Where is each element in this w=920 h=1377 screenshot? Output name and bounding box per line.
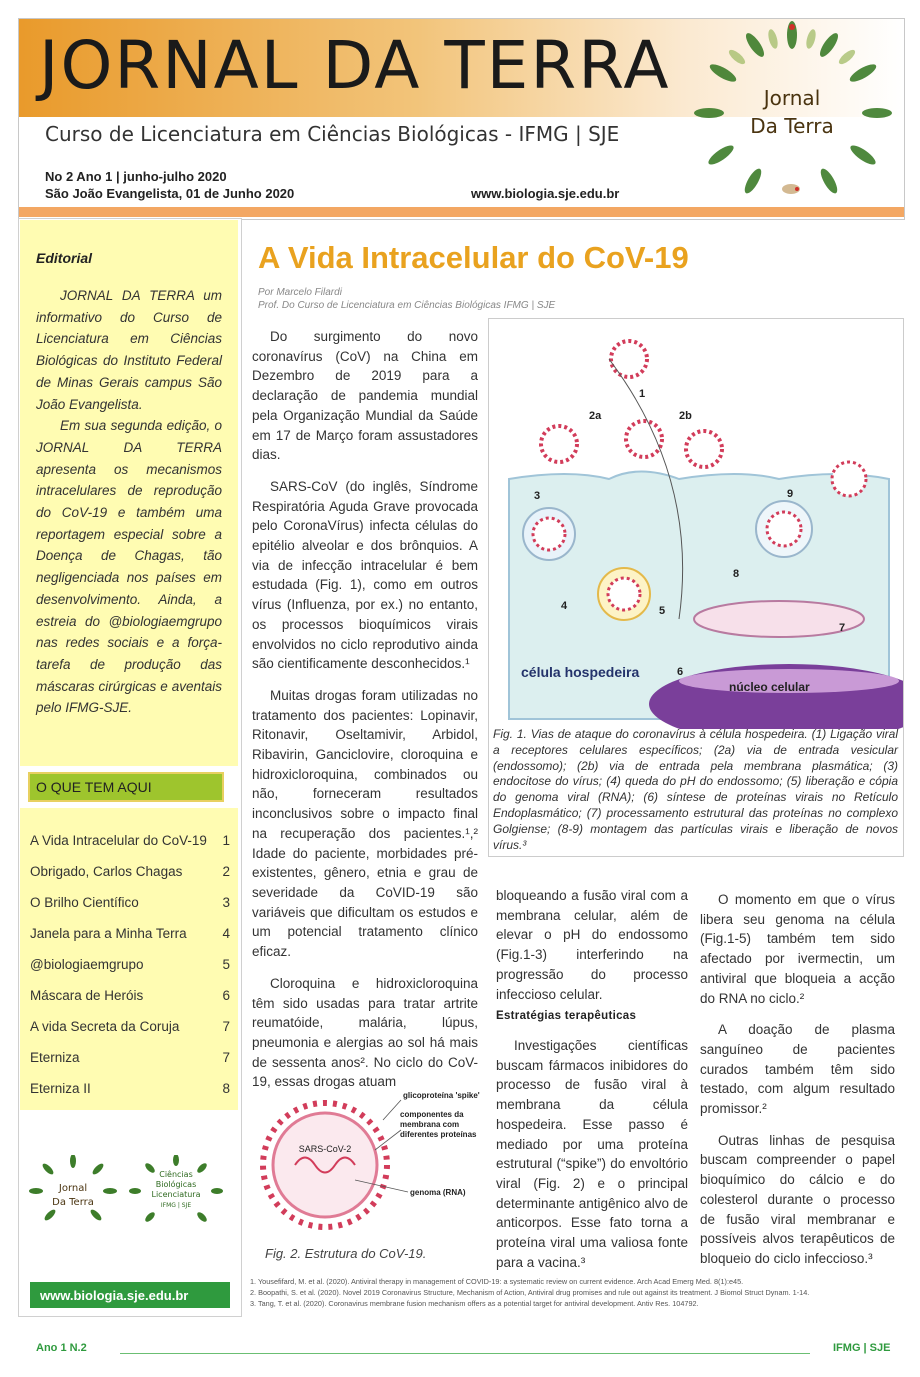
toc-item-page: 7	[222, 1050, 230, 1065]
header-divider-bar	[19, 207, 904, 217]
article-paragraph: Investigações científicas buscam fármacos inibidores do processo de fusão viral à membrana da célula hospedeira. Esse passo é mediado por uma proteína estrutural (“spike”) do envoltório viral (Fig. 2) e o principal determinante antigênico alvo de anticorpos. Esse fato torna a proteína viral uma valiosa fonte para a vacina.³	[496, 1038, 688, 1270]
toc-item-label: O Brilho Científico	[30, 895, 139, 910]
article-byline	[258, 286, 555, 312]
logo2-line3: Licenciatura	[151, 1190, 201, 1199]
article-column-2-intro	[496, 886, 688, 1016]
fig1-nucleus-label: núcleo celular	[729, 680, 810, 694]
toc-item-label: Eterniza II	[30, 1081, 91, 1096]
article-column-1	[252, 327, 478, 1104]
fig2-genome-label: genoma (RNA)	[410, 1188, 466, 1197]
article-column-3	[700, 890, 895, 1281]
toc-item-label: Janela para a Minha Terra	[30, 926, 187, 941]
article-paragraph: A doação de plasma sanguíneo de pacientes curados também têm sido testado, com algum resultado promissor.²	[700, 1022, 895, 1117]
toc-item[interactable]	[30, 1050, 230, 1065]
fig2-spike-label: glicoproteína 'spike'	[403, 1091, 480, 1100]
article-paragraph: Do surgimento do novo coronavírus (CoV) na China em Dezembro de 2019 para a declaração de pandemia mundial pela Organização Mundial da Saúde em 17 de Março foram assustadores dias.	[252, 329, 478, 463]
fig1-step-label: 4	[561, 600, 568, 612]
reference-item: 3. Tang, T. et al. (2020). Coronavirus membrane fusion mechanism offers as a potential target for antiviral development. Antiv Res. 104792.	[250, 1299, 699, 1308]
article-paragraph: SARS-CoV (do inglês, Síndrome Respiratória Aguda Grave provocada pelo CoronaVírus) infecta células do epitélio alveolar e dos brônquios. A via de infecção intracelular é bem estudada (Fig. 1), como em outros vírus (Influenza, por ex.) no entanto, os processos bioquímicos virais envolvidos no ciclo reprodutivo ainda são cientificamente desconhecidos.¹	[252, 478, 478, 672]
toc-item-label: @biologiaemgrupo	[30, 957, 144, 972]
fig1-step-label: 8	[733, 568, 740, 580]
reference-item: 1. Yousefifard, M. et al. (2020). Antiviral therapy in management of COVID-19: a systematic review on current evidence. Arch Acad Emerg Med. 8(1):e45.	[250, 1277, 744, 1286]
newspaper-subtitle: Curso de Licenciatura em Ciências Biológicas - IFMG | SJE	[45, 122, 620, 146]
toc-item[interactable]	[30, 957, 230, 972]
fig1-step-label: 2b	[679, 410, 692, 422]
fig1-step-label: 3	[534, 490, 541, 502]
toc-item[interactable]	[30, 926, 230, 941]
fig2-membrane-label: componentes da membrana com diferentes proteínas	[400, 1110, 477, 1139]
reference-item: 2. Boopathi, S. et al. (2020). Novel 2019 Coronavirus Structure, Mechanism of Action, Antiviral drug promises and rule out against its treatment. J Biomol Struct Dynam. 1-14.	[250, 1288, 810, 1297]
editorial-title: Editorial	[36, 250, 93, 266]
sidebar-website-link[interactable]: www.biologia.sje.edu.br	[30, 1282, 230, 1308]
editorial-paragraph: Em sua segunda edição, o JORNAL DA TERRA apresenta os mecanismos intracelulares de reprodução do CoV-19 e também uma reportagem especial sobre a Doença de Chagas, tão negligenciada nos países em desenvolvimento. Ainda, a estreia do @biologiaemgrupo nas redes sociais e a força-tarefa de produção das máscaras cirúrgicas e aventais pelo IFMG-SJE.	[36, 418, 222, 716]
fig1-step-label: 2a	[589, 410, 602, 422]
toc-item[interactable]	[30, 1081, 230, 1096]
logo-text-line1: Jornal	[763, 86, 821, 110]
article-paragraph: Muitas drogas foram utilizadas no tratamento dos pacientes: Lopinavir, Ritonavir, Oseltamivir, Arbidol, Ribavirin, Ganciclovire, cloroquina e hidroxicloroquina, combinados ou não, forneceram resultados inconclusivos sobre o impacto final na recuperação dos pacientes.¹,² Idade do paciente, morbidades pré-existentes, gênero, etnia e grau de severidade da CoVID-19 são variáveis que dificultam os estudos e um potencial tratamento clínico eficaz.	[252, 687, 478, 960]
toc-item-label: A Vida Intracelular do CoV-19	[30, 833, 207, 848]
masthead	[18, 18, 905, 220]
section-heading: Estratégias terapêuticas	[496, 1010, 637, 1022]
toc-item[interactable]	[30, 864, 230, 879]
toc-item-page: 5	[222, 957, 230, 972]
small-logo-text-line1: Jornal	[58, 1183, 88, 1194]
toc-item[interactable]	[30, 1019, 230, 1034]
toc-item-label: Eterniza	[30, 1050, 80, 1065]
toc-item-page: 3	[222, 895, 230, 910]
toc-item-label: Máscara de Heróis	[30, 988, 144, 1003]
toc-item[interactable]	[30, 988, 230, 1003]
logo2-line1: Ciências	[159, 1170, 193, 1179]
small-logo-text-line2: Da Terra	[52, 1197, 94, 1208]
virus-cycle-illustration	[489, 319, 903, 729]
editorial-text	[36, 285, 222, 719]
toc-item-page: 8	[222, 1081, 230, 1096]
jornal-da-terra-small-logo	[28, 1155, 118, 1225]
article-paragraph: Cloroquina e hidroxicloroquina têm sido usadas para tratar artrite reumatóide, malária, lúpus, pneumonia e alergias ao sol há mais de sessenta anos². No ciclo do CoV-19, essas drogas atuam	[252, 975, 478, 1090]
figure-2-caption: Fig. 2. Estrutura do CoV-19.	[265, 1246, 427, 1261]
toc-item-label: Obrigado, Carlos Chagas	[30, 864, 183, 879]
article-paragraph: Outras linhas de pesquisa buscam compreender o papel bioquímico do cálcio e do colesterol durante o processo de fusão viral membranar e possíveis alvos terapêuticos de bloqueio do ciclo infeccioso.³	[700, 1132, 895, 1266]
fig2-membrane-label-wrap	[400, 1110, 487, 1160]
newspaper-title: JORNAL DA TERRA	[39, 27, 671, 104]
toc-item[interactable]	[30, 895, 230, 910]
footer-rule	[120, 1353, 810, 1354]
article-paragraph: bloqueando a fusão viral com a membrana celular, além de elevar o pH do endossomo (Fig.1-3) interferindo na progressão do processo infeccioso celular.	[496, 888, 688, 1002]
ciencias-biologicas-logo	[128, 1155, 224, 1225]
figure-2-virus-structure	[255, 1080, 487, 1240]
fig1-step-label: 9	[787, 488, 794, 500]
toc-item[interactable]	[30, 833, 230, 848]
fig1-step-label: 1	[639, 388, 646, 400]
article-headline: A Vida Intracelular do CoV-19	[258, 240, 689, 275]
figure-1-caption: Fig. 1. Vias de ataque do coronavírus à célula hospedeira. (1) Ligação viral a receptores celulares específicos; (2a) via de entrada vesicular (endossomo); (2b) via de entrada pela membrana plasmática; (3) endocitose do vírus; (4) queda do pH do endossomo; (5) liberação e cópia do genoma viral (RNA); (6) síntese de proteínas virais no Retículo Endoplasmático; (7) processamento estrutural das proteínas no complexo Golgiense; (8-9) montagem das partículas virais e liberação de novos vírus.³	[493, 727, 898, 852]
article-author: Por Marcelo Filardi	[258, 287, 342, 298]
footer-issue: Ano 1 N.2	[36, 1342, 87, 1354]
logo2-line2: Biológicas	[155, 1180, 197, 1189]
references	[250, 1276, 900, 1309]
toc-item-page: 1	[222, 833, 230, 848]
editorial-paragraph: JORNAL DA TERRA um informativo do Curso de Licenciatura em Ciências Biológicas do Instituto Federal de Minas Gerais campus São João Evangelista.	[36, 288, 222, 412]
jornal-da-terra-logo	[687, 21, 897, 199]
toc-item-label: A vida Secreta da Coruja	[30, 1019, 180, 1034]
toc-item-page: 6	[222, 988, 230, 1003]
toc-item-page: 2	[222, 864, 230, 879]
issue-info: No 2 Ano 1 | junho-julho 2020	[45, 169, 227, 184]
article-author-role: Prof. Do Curso de Licenciatura em Ciências Biológicas IFMG | SJE	[258, 300, 556, 311]
toc-heading: O QUE TEM AQUI	[28, 772, 224, 802]
toc-item-page: 4	[222, 926, 230, 941]
toc-item-page: 7	[222, 1019, 230, 1034]
header-website-link[interactable]: www.biologia.sje.edu.br	[471, 186, 620, 201]
fig1-step-label: 6	[677, 666, 684, 678]
fig1-host-label: célula hospedeira	[521, 664, 640, 680]
logo-text-line2: Da Terra	[750, 114, 834, 138]
fig2-center-label: SARS-CoV-2	[298, 1144, 352, 1154]
article-column-2-body	[496, 1036, 688, 1284]
dateline: São João Evangelista, 01 de Junho 2020	[45, 186, 295, 201]
fig1-step-label: 5	[659, 605, 666, 617]
fig1-step-label: 7	[839, 622, 846, 634]
footer-institution: IFMG | SJE	[833, 1342, 891, 1354]
logo2-line4: IFMG | SJE	[160, 1202, 192, 1209]
article-paragraph: O momento em que o vírus libera seu genoma na célula (Fig.1-5) também tem sido afectado por ivermectin, um antiviral que bloqueia a acção do RNA no ciclo.²	[700, 892, 895, 1006]
